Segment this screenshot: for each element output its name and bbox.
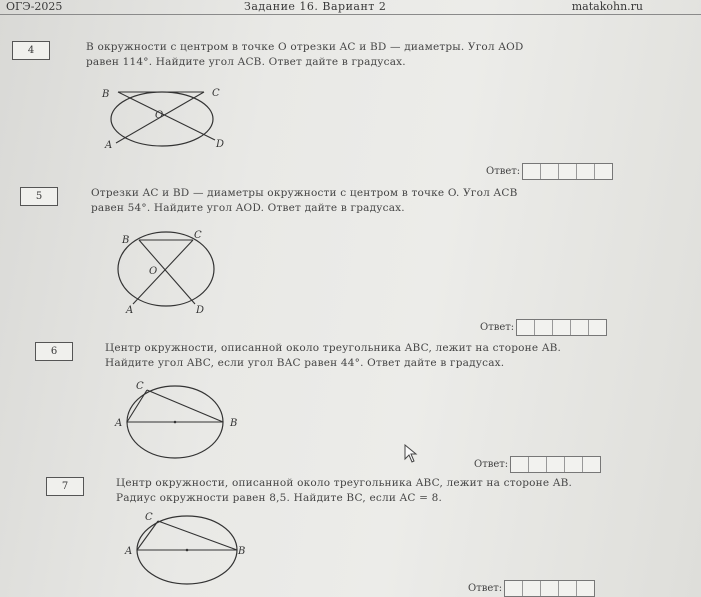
task-number: 5 <box>20 187 58 206</box>
side-bc <box>158 521 237 550</box>
task-text <box>91 186 518 216</box>
task-line: Центр окружности, описанной около треугольника ABC, лежит на стороне AB. <box>116 477 573 489</box>
answer-label: Ответ: <box>486 166 521 177</box>
label-b: B <box>230 418 238 429</box>
answer-boxes[interactable] <box>522 163 613 180</box>
answer-boxes[interactable] <box>510 456 601 473</box>
triangle-diagram <box>125 510 255 590</box>
task-line: Найдите угол ABC, если угол BAC равен 44°. Ответ дайте в градусах. <box>105 357 505 369</box>
triangle-diagram <box>115 378 245 463</box>
center-point <box>174 421 177 424</box>
diameter-ac <box>133 240 193 304</box>
label-a: A <box>126 305 134 316</box>
answer-label: Ответ: <box>480 322 515 333</box>
header-exam: ОГЭ-2025 <box>6 0 63 13</box>
side-ac <box>137 521 158 550</box>
task-number: 6 <box>35 342 73 361</box>
label-a: A <box>115 418 123 429</box>
task-line: Центр окружности, описанной около треугольника ABC, лежит на стороне AB. <box>105 342 562 354</box>
answer-field[interactable] <box>474 456 601 473</box>
label-d: D <box>216 139 225 150</box>
task-number: 7 <box>46 477 84 496</box>
label-a: A <box>105 140 113 151</box>
answer-field[interactable] <box>468 580 595 597</box>
label-c: C <box>145 512 153 523</box>
circle-diagram <box>100 85 240 160</box>
label-o: O <box>149 266 158 277</box>
label-a: A <box>125 546 133 557</box>
label-b: B <box>238 546 246 557</box>
task-number: 4 <box>12 41 50 60</box>
task-line: равен 54°. Найдите угол AOD. Ответ дайте в градусах. <box>91 202 405 214</box>
label-d: D <box>196 305 205 316</box>
label-o: O <box>155 110 164 121</box>
label-c: C <box>136 381 144 392</box>
answer-boxes[interactable] <box>504 580 595 597</box>
label-c: C <box>212 88 220 99</box>
header-task: Задание 16. Вариант 2 <box>244 0 387 13</box>
circle-diagram <box>118 228 228 318</box>
task-line: равен 114°. Найдите угол ACB. Ответ дайте в градусах. <box>86 56 406 68</box>
side-bc <box>147 390 223 422</box>
task-line: Радиус окружности равен 8,5. Найдите BC, если AC = 8. <box>116 492 443 504</box>
page-header <box>0 0 701 15</box>
label-b: B <box>122 235 130 246</box>
answer-boxes[interactable] <box>516 319 607 336</box>
answer-label: Ответ: <box>468 583 503 594</box>
task-text <box>86 40 524 70</box>
task-text <box>105 341 561 371</box>
label-b: B <box>102 89 110 100</box>
answer-field[interactable] <box>486 163 613 180</box>
task-text <box>116 476 572 506</box>
answer-field[interactable] <box>480 319 607 336</box>
task-line: В окружности с центром в точке O отрезки AC и BD — диаметры. Угол AOD <box>86 41 524 53</box>
diameter-bd <box>139 240 195 304</box>
answer-label: Ответ: <box>474 459 509 470</box>
side-ac <box>127 390 147 422</box>
task-line: Отрезки AC и BD — диаметры окружности с центром в точке O. Угол ACB <box>91 187 518 199</box>
label-c: C <box>194 230 202 241</box>
center-point <box>186 549 189 552</box>
header-site: matakohn.ru <box>571 0 643 13</box>
mouse-pointer-icon <box>404 444 420 464</box>
